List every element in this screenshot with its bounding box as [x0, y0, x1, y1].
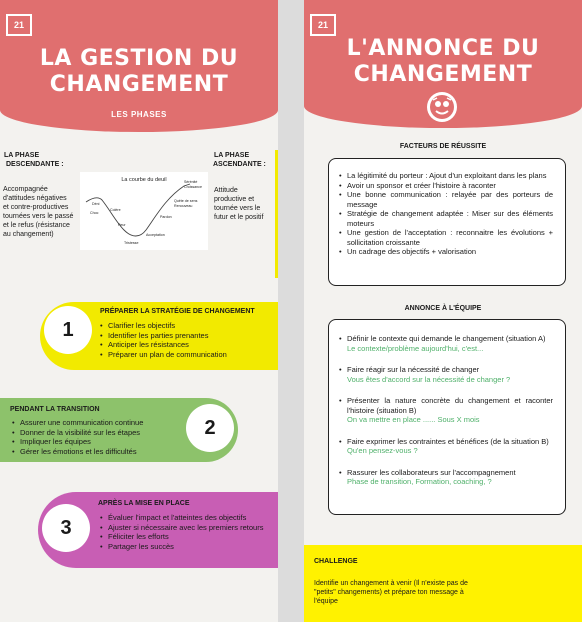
curve-label-peur: Peur: [118, 223, 126, 227]
list-item: • Partager les succès: [100, 542, 276, 552]
example-text: Qu'en pensez-vous ?: [347, 446, 418, 455]
facteurs-list: [339, 171, 553, 257]
list-item: • Une gestion de l'acceptation : reconnaitre les évolutions + sollicitation croissante: [339, 228, 553, 247]
phase-desc-text: Accompagnée d'attitudes négatives et contre-productives tournées vers le passé et le refus (résistance au changement): [3, 186, 74, 238]
challenge-block: [304, 545, 582, 622]
step1-number: 1: [44, 306, 92, 354]
example-text: Phase de transition, Formation, coaching, ?: [347, 477, 492, 486]
face-emotions-icon: [427, 92, 457, 122]
annonce-step: [339, 365, 553, 384]
step2-list: [12, 418, 184, 456]
page-title-line2: CHANGEMENT: [353, 62, 533, 87]
curve-label-serenite-2: Croissance: [184, 185, 202, 189]
list-item: • Stratégie de changement adaptée : Miser sur des éléments moteurs: [339, 209, 553, 228]
list-item: • Évaluer l'impact et l'atteintes des objectifs: [100, 513, 276, 523]
step3-list: [100, 513, 276, 551]
page-subtitle: LES PHASES: [111, 110, 167, 119]
phase-desc-heading-2: DESCENDANTE :: [6, 161, 64, 168]
list-item: • Définir le contexte qui demande le changement (situation A): [339, 334, 553, 344]
phase-asc-text: Attitude productive et tournée vers le futur et le positif: [214, 187, 264, 221]
example-text: On va mettre en place ...... Sous X mois: [347, 415, 480, 424]
right-page: [304, 0, 582, 622]
list-item: • Clarifier les objectifs: [100, 321, 270, 331]
phase-asc-heading-1: LA PHASE: [214, 152, 250, 159]
step3-number: 3: [42, 504, 90, 552]
step1-list: [100, 321, 270, 359]
curve-title: La courbe du deuil: [121, 177, 167, 183]
yellow-accent-bar: [275, 150, 278, 278]
facteurs-box: [328, 158, 566, 286]
curve-label-pardon: Pardon: [160, 215, 172, 219]
curve-label-quete-2: Renouveau: [174, 204, 193, 208]
step1-title: PRÉPARER LA STRATÉGIE DE CHANGEMENT: [100, 308, 255, 315]
annonce-title: ANNONCE À L'ÉQUIPE: [404, 305, 482, 312]
step2-title: PENDANT LA TRANSITION: [10, 406, 100, 413]
annonce-step: [339, 468, 553, 487]
list-item: • La légitimité du porteur : Ajout d'un exploitant dans les plans: [339, 171, 553, 181]
list-item: • Avoir un sponsor et créer l'histoire à raconter: [339, 181, 553, 191]
list-item: • Rassurer les collaborateurs sur l'accompagnement: [339, 468, 553, 478]
list-item: • Faire réagir sur la nécessité de changer: [339, 365, 553, 375]
curve-label-choc: Choc: [90, 211, 99, 215]
list-item: • Donner de la visibilité sur les étapes: [12, 428, 184, 438]
challenge-text: Identifie un changement à venir (Il n'existe pas de "petits" changements) et prépare ton message à l'équipe: [314, 580, 468, 605]
page-title-line2: CHANGEMENT: [49, 72, 229, 97]
list-item: • Une bonne communication : relayée par des porteurs de message: [339, 190, 553, 209]
list-item: • Anticiper les résistances: [100, 340, 270, 350]
curve-label-serenite-1: Sérénité: [184, 180, 198, 184]
list-item: • Identifier les parties prenantes: [100, 331, 270, 341]
page-title-line1: L'ANNONCE DU: [346, 36, 540, 61]
page-number: 21: [310, 14, 336, 36]
example-text: Le contexte/problème aujourd'hui, c'est...: [347, 343, 484, 353]
grief-curve-graphic: [80, 172, 208, 250]
annonce-step: [339, 396, 553, 425]
curve-label-tristesse: Tristesse: [124, 241, 139, 245]
list-item: • Faire exprimer les contraintes et bénéfices (de la situation B): [339, 437, 553, 447]
example-text: Vous êtes d'accord sur la nécessité de changer ?: [347, 374, 511, 384]
annonce-step: [339, 334, 553, 353]
phase-desc-heading-1: LA PHASE: [4, 152, 40, 159]
curve-label-quete-1: Quête de sens: [174, 199, 198, 203]
list-item: • Assurer une communication continue: [12, 418, 184, 428]
list-item: • Présenter la nature concrète du changement et raconter l'histoire (situation B): [339, 396, 553, 415]
page-title-line1: LA GESTION DU: [39, 46, 239, 71]
annonce-step: [339, 437, 553, 456]
page-number: 21: [6, 14, 32, 36]
list-item: • Un cadrage des objectifs + valorisation: [339, 247, 553, 257]
list-item: • Ajuster si nécessaire avec les premiers retours: [100, 523, 276, 533]
facteurs-title: FACTEURS DE RÉUSSITE: [399, 143, 487, 150]
step2-number: 2: [186, 404, 234, 452]
list-item: • Féliciter les efforts: [100, 532, 276, 542]
grief-curve: [80, 172, 208, 250]
curve-label-acceptation: Acceptation: [146, 233, 165, 237]
step3-title: APRÈS LA MISE EN PLACE: [98, 500, 190, 507]
curve-label-colere: Colère: [110, 208, 121, 212]
annonce-box: [328, 319, 566, 515]
curve-label-deni: Déni: [92, 202, 100, 206]
left-page: [0, 0, 278, 622]
phase-asc-heading-2: ASCENDANTE :: [213, 161, 266, 168]
list-item: • Gérer les émotions et les difficultés: [12, 447, 184, 457]
list-item: • Impliquer les équipes: [12, 437, 184, 447]
list-item: • Préparer un plan de communication: [100, 350, 270, 360]
challenge-title: CHALLENGE: [314, 558, 358, 565]
